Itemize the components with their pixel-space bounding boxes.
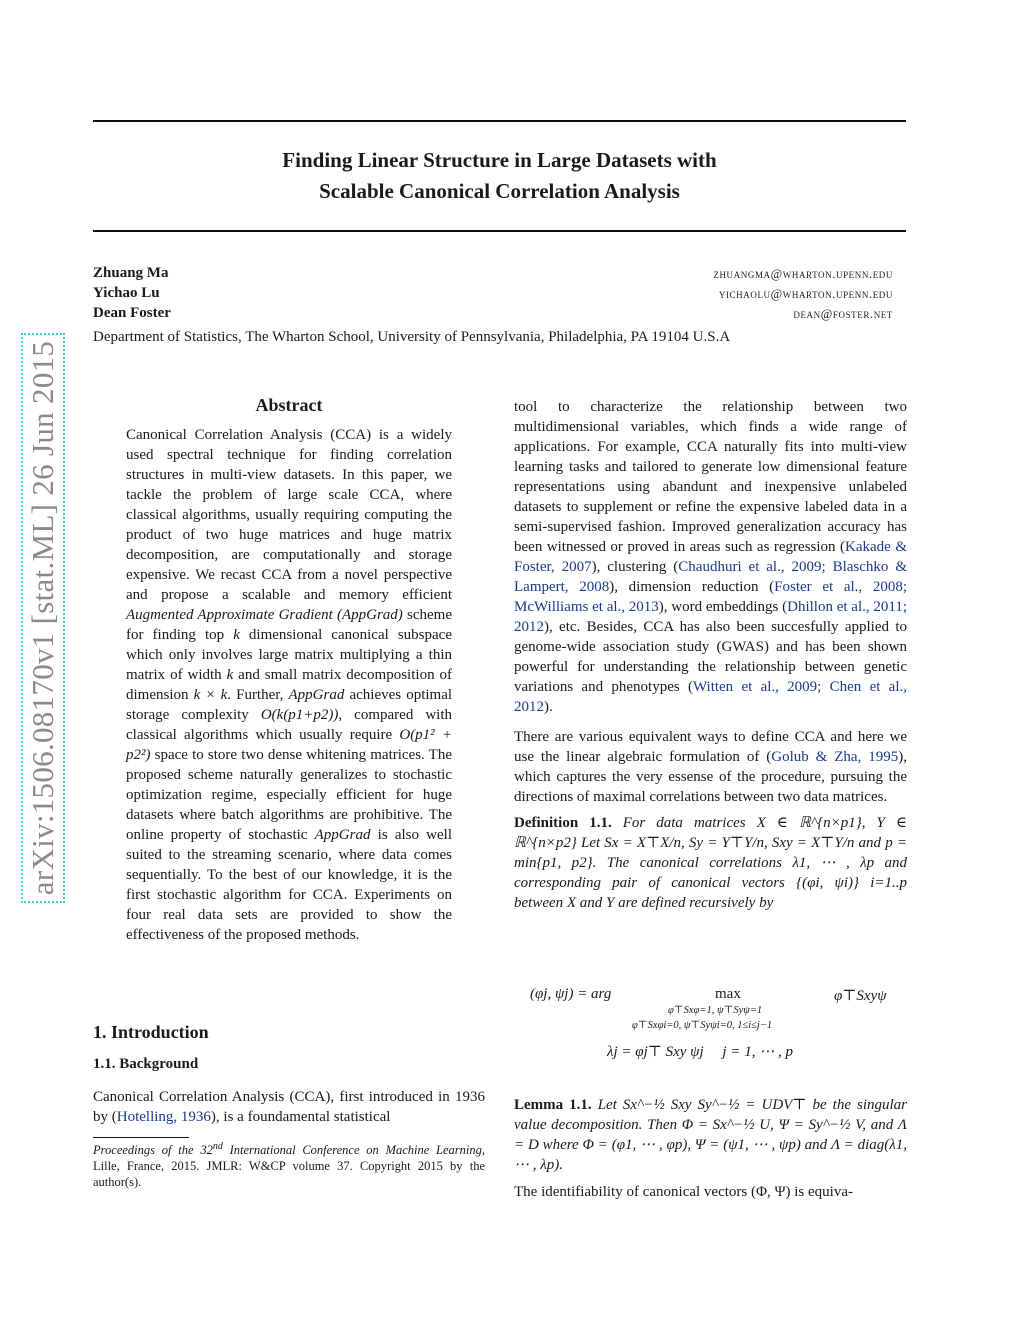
section-heading-introduction: 1. Introduction: [93, 1022, 209, 1042]
abstract-text: and small matrix decomposition of dimension: [126, 667, 452, 703]
arxiv-watermark: [18, 318, 68, 918]
subsection-heading-background: 1.1. Background: [93, 1056, 199, 1072]
affiliation: Department of Statistics, The Wharton School, University of Pennsylvania, Philadelphia, PA 19104 U.S.A: [93, 329, 731, 345]
footnote-superscript: nd: [212, 1140, 223, 1152]
author-email-1[interactable]: zhuangma@wharton.upenn.edu: [713, 267, 893, 281]
equation-objective: φ⊤Sxyψ: [834, 988, 887, 1004]
intro-paragraph: [93, 1087, 485, 1127]
author-name-1: Zhuang Ma: [93, 265, 169, 281]
body-text: There are various equivalent ways to define CCA and here we use the linear algebraic formulation of (: [514, 729, 907, 765]
equation-lhs: (φj, ψj) = arg: [530, 986, 612, 1002]
author-email-3[interactable]: dean@foster.net: [793, 307, 893, 321]
definition-text: For data matrices X ∈ ℝ^{n×p1}, Y ∈ ℝ^{n×p2} Let Sx = X⊤X/n, Sy = Y⊤Y/n, Sxy = X⊤Y/n and p = min{p1, p2}. The canonical correlations λ1, ⋯ , λp and corresponding pair of canonical vectors {(φi, ψi)} i=1..p between X and Y are defined recursively by: [514, 815, 908, 911]
appgrad-term: AppGrad: [314, 827, 371, 843]
abstract-text: is also well suited to the streaming scenario, where data comes sequentially. To the best of our knowledge, it is the first stochastic algorithm for CCA. Experiments on four real data sets are provided to show the effectiveness of the proposed methods.: [126, 827, 452, 943]
equation-canonical-vectors: [530, 986, 611, 1003]
abstract-text: Canonical Correlation Analysis (CCA) is a widely used spectral technique for finding correlation structures in multi-view datasets. In this paper, we tackle the problem of large scale CCA, where classical algorithms, usually requiring computing the product of two huge matrices and huge matrix decomposition, are computationally and storage expensive. We recast CCA from a novel perspective and propose a scalable and memory efficient: [126, 427, 452, 603]
abstract-text: . Further,: [227, 687, 289, 703]
abstract-text: achieves optimal storage complexity: [126, 687, 453, 723]
appgrad-term: AppGrad: [288, 687, 345, 703]
intro-text: Canonical Correlation Analysis (CCA), first introduced in 1936 by (: [93, 1089, 485, 1125]
footnote-text: , Lille, France, 2015. JMLR: W&CP volume 37. Copyright 2015 by the author(s).: [93, 1143, 485, 1189]
math-k: k: [233, 627, 240, 643]
equation-max: max: [715, 986, 741, 1002]
abstract-text: , compared with classical algorithms which usually require: [126, 707, 452, 743]
abstract-text: space to store two dense whitening matrices. The proposed scheme naturally generalizes to stochastic optimization regime, especially efficient for huge datasets where batch algorithms are prohibitive. The online property of stochastic: [126, 747, 452, 843]
citation-link[interactable]: Chaudhuri et al., 2009; Blaschko & Lampert, 2008: [514, 559, 908, 595]
arxiv-id[interactable]: arXiv:1506.08170v1 [stat.ML] 26 Jun 2015: [21, 333, 65, 903]
abstract-text: dimensional canonical subspace which only involves large matrix multiplying a thin matrix of width: [126, 627, 452, 683]
body-text: ), etc. Besides, CCA has also been succesfully applied to genome-wide association study (GWAS) and has been shown powerful for understanding the relationship between genetic variations and phenotypes (: [514, 619, 907, 695]
body-text: ), clustering (: [591, 559, 679, 575]
math-kxk: k × k: [193, 687, 228, 703]
abstract-body: [126, 425, 452, 945]
paper-title: [93, 145, 906, 207]
body-text: ).: [544, 699, 553, 715]
citation-link[interactable]: Hotelling, 1936: [116, 1109, 211, 1125]
body-text: ), dimension reduction (: [609, 579, 775, 595]
citation-link[interactable]: Witten et al., 2009; Chen et al., 2012: [514, 679, 907, 715]
definition-label: Definition 1.1.: [514, 815, 612, 831]
footnote-rule: [93, 1137, 189, 1138]
lemma-1-1: [514, 1080, 907, 1190]
intro-text: ), is a foundamental statistical: [210, 1109, 391, 1125]
abstract-text: scheme for finding top: [126, 607, 452, 643]
citation-link[interactable]: Golub & Zha, 1995: [771, 749, 899, 765]
top-rule: [93, 120, 906, 122]
lemma-label: Lemma 1.1.: [514, 1097, 592, 1113]
math-classical-complexity: O(p1² + p2²): [126, 727, 452, 763]
footnote-text: Proceedings of the 32: [93, 1143, 213, 1157]
title-line-1: Finding Linear Structure in Large Datasets with: [282, 148, 717, 172]
body-text: ), which captures the very essense of the procedure, pursuing the directions of maximal correlations between two data matrices.: [514, 749, 907, 805]
equation-canonical-correlation: λj = φj⊤ Sxy ψj j = 1, ⋯ , p: [607, 1044, 793, 1060]
abstract-heading: Abstract: [255, 395, 323, 415]
body-text: tool to characterize the relationship between two multidimensional variables, which finds a wide range of applications. For example, CCA naturally fits into multi-view learning tasks and tailored to generate low dimensional feature representations using abandunt and inexpensive unlabeled datasets to supplement or refine the expensive labeled data in a semi-supervised fashion. Improved generalization accuracy has been witnessed or proved in areas such as regression (: [514, 399, 907, 555]
appgrad-term: Augmented Approximate Gradient (AppGrad): [126, 607, 403, 623]
footnote-text: International Conference on Machine Learning: [222, 1143, 482, 1157]
equation-constraint-1: φ⊤Sxφ=1, ψ⊤Syψ=1: [668, 1005, 763, 1016]
citation-link[interactable]: Kakade & Foster, 2007: [514, 539, 907, 575]
right-paragraph-1: [514, 397, 907, 717]
lemma-text: Let Sx^−½ Sxy Sy^−½ = UDV⊤ be the singular value decomposition. Then Φ = Sx^−½ U, Ψ = Sy^−½ V, and Λ = D where Φ = (φ1, ⋯ , φp), Ψ = (ψ1, ⋯ , ψp) and Λ = diag(λ1, ⋯ , λp).: [514, 1097, 908, 1173]
definition-1-1: [514, 813, 907, 913]
title-line-2: Scalable Canonical Correlation Analysis: [319, 179, 680, 203]
math-k: k: [226, 667, 234, 683]
body-text: ), word embeddings (: [658, 599, 788, 615]
author-email-2[interactable]: yichaolu@wharton.upenn.edu: [718, 287, 893, 301]
right-last-line: [514, 1182, 907, 1202]
author-name-2: Yichao Lu: [93, 285, 160, 301]
body-text: The identifiability of canonical vectors (Φ, Ψ) is equiva-: [514, 1184, 854, 1200]
right-column: [514, 397, 907, 928]
math-complexity: O(k(p1+p2)): [260, 707, 339, 723]
citation-link[interactable]: Dhillon et al., 2011; 2012: [514, 599, 907, 635]
right-paragraph-2: [514, 727, 907, 807]
equation-constraint-2: φ⊤Sxφi=0, ψ⊤Syψi=0, 1≤i≤j−1: [632, 1020, 773, 1031]
citation-link[interactable]: Foster et al., 2008; McWilliams et al., 2013: [514, 579, 907, 615]
title-bottom-rule: [93, 230, 906, 232]
abstract-paragraph: [126, 425, 452, 945]
footnote: [93, 1142, 485, 1190]
author-name-3: Dean Foster: [93, 305, 171, 321]
